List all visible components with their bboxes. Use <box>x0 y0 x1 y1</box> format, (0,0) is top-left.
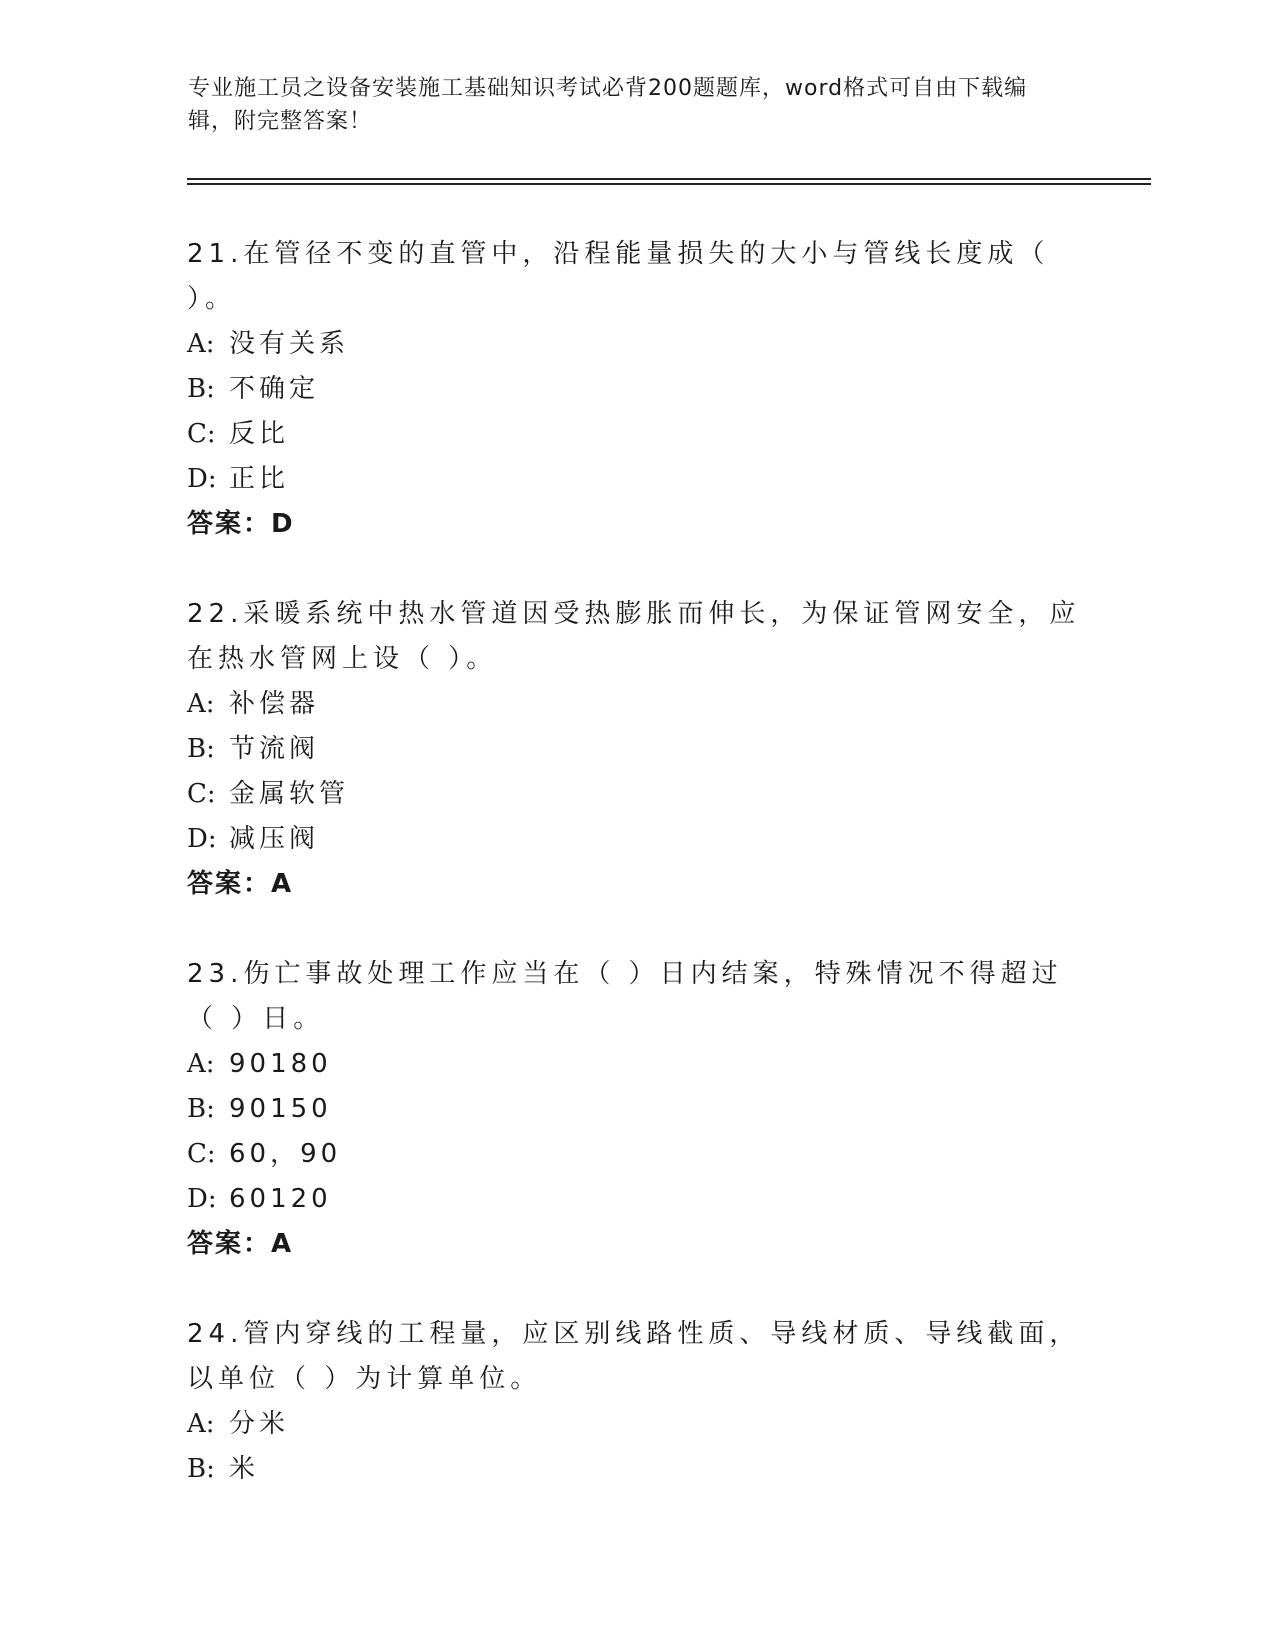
option-c <box>187 1132 1087 1177</box>
option-letter: A: <box>187 689 215 719</box>
option-text: 节流阀 <box>229 734 320 764</box>
answer-line: 答案：D <box>187 509 295 539</box>
option-d <box>187 457 1087 502</box>
option-text: 分米 <box>229 1409 290 1439</box>
option-text: 90180 <box>229 1049 332 1079</box>
header-divider-top <box>187 178 1151 180</box>
option-text: 米 <box>229 1454 260 1484</box>
question-23 <box>187 952 1087 1267</box>
option-letter: C: <box>187 419 216 449</box>
option-text: 反比 <box>229 419 290 449</box>
question-24 <box>187 1312 1087 1492</box>
option-a <box>187 682 1087 727</box>
option-a <box>187 322 1087 367</box>
option-letter: D: <box>187 824 217 854</box>
question-stem: 22.采暖系统中热水管道因受热膨胀而伸长，为保证管网安全，应在热水管网上设（ ）。 <box>187 599 1081 674</box>
option-text: 正比 <box>229 464 290 494</box>
question-stem: 24.管内穿线的工程量，应区别线路性质、导线材质、导线截面，以单位（ ）为计算单位。 <box>187 1319 1081 1394</box>
option-b <box>187 1447 1087 1492</box>
option-c <box>187 412 1087 457</box>
option-text: 60，90 <box>229 1139 342 1169</box>
option-letter: D: <box>187 464 217 494</box>
option-text: 不确定 <box>229 374 320 404</box>
option-b <box>187 1087 1087 1132</box>
header-divider-bottom <box>187 183 1151 185</box>
option-letter: C: <box>187 1139 216 1169</box>
question-stem: 23.伤亡事故处理工作应当在（ ）日内结案，特殊情况不得超过（ ）日。 <box>187 959 1063 1034</box>
option-text: 90150 <box>229 1094 332 1124</box>
option-text: 60120 <box>229 1184 332 1214</box>
document-header: 专业施工员之设备安装施工基础知识考试必背200题题库，word格式可自由下载编辑，附完整答案！ <box>188 76 1028 134</box>
question-list <box>187 232 1087 1537</box>
answer-line: 答案：A <box>187 1229 294 1259</box>
option-b <box>187 367 1087 412</box>
option-letter: B: <box>187 374 215 404</box>
option-text: 没有关系 <box>229 329 350 359</box>
option-text: 减压阀 <box>229 824 320 854</box>
option-letter: B: <box>187 1094 215 1124</box>
option-d <box>187 817 1087 862</box>
option-text: 补偿器 <box>229 689 320 719</box>
option-letter: B: <box>187 734 215 764</box>
option-letter: C: <box>187 779 216 809</box>
option-letter: A: <box>187 1409 215 1439</box>
option-c <box>187 772 1087 817</box>
option-letter: A: <box>187 329 215 359</box>
question-22 <box>187 592 1087 907</box>
option-a <box>187 1042 1087 1087</box>
option-text: 金属软管 <box>229 779 350 809</box>
option-letter: A: <box>187 1049 215 1079</box>
option-letter: D: <box>187 1184 217 1214</box>
question-stem: 21.在管径不变的直管中，沿程能量损失的大小与管线长度成（ ）。 <box>187 239 1050 314</box>
option-b <box>187 727 1087 772</box>
answer-line: 答案：A <box>187 869 294 899</box>
option-d <box>187 1177 1087 1222</box>
question-21 <box>187 232 1087 547</box>
option-a <box>187 1402 1087 1447</box>
option-letter: B: <box>187 1454 215 1484</box>
